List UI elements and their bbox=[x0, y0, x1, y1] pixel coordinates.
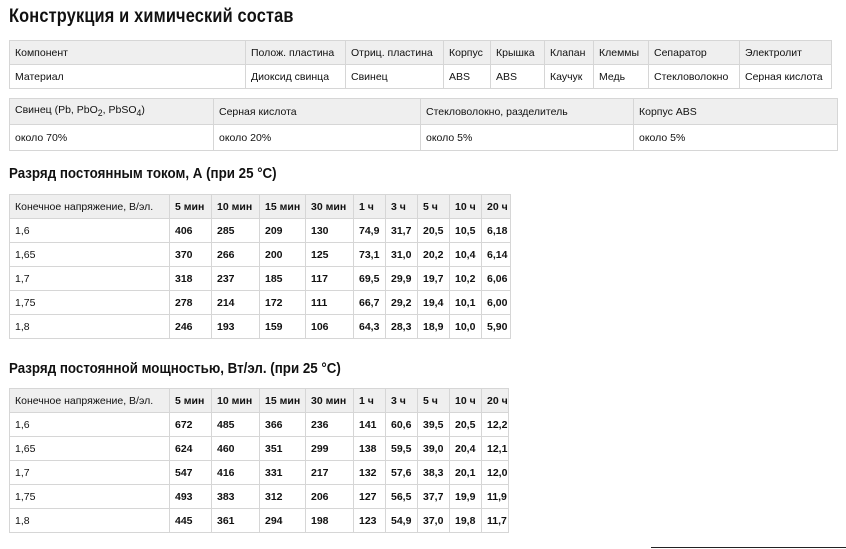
share-values-row bbox=[10, 125, 838, 151]
power-table-row bbox=[10, 509, 509, 533]
power-cell: 56,5 bbox=[386, 485, 418, 509]
current-header-cell: Конечное напряжение, В/эл. bbox=[10, 195, 170, 219]
power-cell: 141 bbox=[354, 413, 386, 437]
current-cell: 28,3 bbox=[386, 315, 418, 339]
power-header-cell: 20 ч bbox=[482, 389, 509, 413]
current-cell: 31,0 bbox=[386, 243, 418, 267]
current-header-cell: 5 ч bbox=[418, 195, 450, 219]
composition-header-cell: Клеммы bbox=[594, 41, 649, 65]
power-cell: 299 bbox=[306, 437, 354, 461]
power-cell: 38,3 bbox=[418, 461, 450, 485]
current-cell: 406 bbox=[170, 219, 212, 243]
share-value-cell: около 70% bbox=[10, 125, 214, 151]
power-cell: 11,9 bbox=[482, 485, 509, 509]
power-cell: 460 bbox=[212, 437, 260, 461]
current-cell: 214 bbox=[212, 291, 260, 315]
composition-cell: Медь bbox=[594, 65, 649, 89]
current-cell: 1,7 bbox=[10, 267, 170, 291]
current-cell: 6,14 bbox=[482, 243, 511, 267]
current-cell: 10,2 bbox=[450, 267, 482, 291]
current-cell: 6,18 bbox=[482, 219, 511, 243]
power-cell: 39,5 bbox=[418, 413, 450, 437]
composition-header-cell: Клапан bbox=[545, 41, 594, 65]
composition-cell: Серная кислота bbox=[740, 65, 832, 89]
power-cell: 1,75 bbox=[10, 485, 170, 509]
power-header-cell: 10 ч bbox=[450, 389, 482, 413]
power-cell: 37,7 bbox=[418, 485, 450, 509]
power-cell: 54,9 bbox=[386, 509, 418, 533]
power-cell: 331 bbox=[260, 461, 306, 485]
current-cell: 1,75 bbox=[10, 291, 170, 315]
composition-cell: Материал bbox=[10, 65, 246, 89]
current-discharge-table bbox=[9, 194, 511, 339]
page-title: Конструкция и химический состав bbox=[9, 6, 294, 27]
power-cell: 19,9 bbox=[450, 485, 482, 509]
current-cell: 73,1 bbox=[354, 243, 386, 267]
current-header-row bbox=[10, 195, 511, 219]
current-table-row bbox=[10, 291, 511, 315]
power-cell: 206 bbox=[306, 485, 354, 509]
power-header-cell: 30 мин bbox=[306, 389, 354, 413]
current-header-cell: 1 ч bbox=[354, 195, 386, 219]
share-lead-subscript: 4 bbox=[136, 108, 142, 119]
power-cell: 19,8 bbox=[450, 509, 482, 533]
current-cell: 246 bbox=[170, 315, 212, 339]
current-header-cell: 20 ч bbox=[482, 195, 511, 219]
share-header-cell: Стекловолокно, разделитель bbox=[421, 99, 634, 125]
power-cell: 12,1 bbox=[482, 437, 509, 461]
current-cell: 64,3 bbox=[354, 315, 386, 339]
power-cell: 11,7 bbox=[482, 509, 509, 533]
share-header-cell: Серная кислота bbox=[214, 99, 421, 125]
composition-header-cell: Сепаратор bbox=[649, 41, 740, 65]
power-header-cell: 5 ч bbox=[418, 389, 450, 413]
share-header-row bbox=[10, 99, 838, 125]
power-cell: 445 bbox=[170, 509, 212, 533]
current-cell: 370 bbox=[170, 243, 212, 267]
current-cell: 29,9 bbox=[386, 267, 418, 291]
power-cell: 366 bbox=[260, 413, 306, 437]
power-cell: 493 bbox=[170, 485, 212, 509]
current-cell: 125 bbox=[306, 243, 354, 267]
composition-header-cell: Крышка bbox=[491, 41, 545, 65]
composition-header-cell: Полож. пластина bbox=[246, 41, 346, 65]
current-cell: 266 bbox=[212, 243, 260, 267]
chemical-share-table bbox=[9, 98, 838, 151]
power-header-cell: 1 ч bbox=[354, 389, 386, 413]
current-cell: 18,9 bbox=[418, 315, 450, 339]
share-header-lead bbox=[10, 99, 214, 125]
power-cell: 20,5 bbox=[450, 413, 482, 437]
current-cell: 111 bbox=[306, 291, 354, 315]
current-header-cell: 10 ч bbox=[450, 195, 482, 219]
power-cell: 37,0 bbox=[418, 509, 450, 533]
current-table-row bbox=[10, 219, 511, 243]
current-cell: 10,4 bbox=[450, 243, 482, 267]
current-cell: 19,7 bbox=[418, 267, 450, 291]
current-header-cell: 15 мин bbox=[260, 195, 306, 219]
power-cell: 59,5 bbox=[386, 437, 418, 461]
current-cell: 20,5 bbox=[418, 219, 450, 243]
share-lead-mid: , PbSO bbox=[102, 104, 137, 117]
power-discharge-table bbox=[9, 388, 509, 533]
share-lead-end: ) bbox=[141, 104, 145, 117]
composition-header-cell: Корпус bbox=[444, 41, 491, 65]
current-cell: 20,2 bbox=[418, 243, 450, 267]
share-lead-label: Свинец (Pb, PbO bbox=[15, 104, 98, 117]
composition-cell: Стекловолокно bbox=[649, 65, 740, 89]
current-cell: 200 bbox=[260, 243, 306, 267]
power-cell: 138 bbox=[354, 437, 386, 461]
composition-cell: Каучук bbox=[545, 65, 594, 89]
power-cell: 672 bbox=[170, 413, 212, 437]
composition-cell: Диоксид свинца bbox=[246, 65, 346, 89]
current-cell: 31,7 bbox=[386, 219, 418, 243]
current-cell: 1,6 bbox=[10, 219, 170, 243]
power-cell: 383 bbox=[212, 485, 260, 509]
current-cell: 285 bbox=[212, 219, 260, 243]
power-cell: 123 bbox=[354, 509, 386, 533]
current-cell: 1,65 bbox=[10, 243, 170, 267]
current-cell: 6,06 bbox=[482, 267, 511, 291]
composition-header-cell: Компонент bbox=[10, 41, 246, 65]
power-cell: 1,65 bbox=[10, 437, 170, 461]
current-cell: 117 bbox=[306, 267, 354, 291]
current-cell: 10,0 bbox=[450, 315, 482, 339]
power-cell: 132 bbox=[354, 461, 386, 485]
power-cell: 12,0 bbox=[482, 461, 509, 485]
current-cell: 278 bbox=[170, 291, 212, 315]
power-cell: 624 bbox=[170, 437, 212, 461]
bottom-divider bbox=[651, 547, 846, 548]
current-cell: 66,7 bbox=[354, 291, 386, 315]
current-cell: 10,5 bbox=[450, 219, 482, 243]
composition-header-row bbox=[10, 41, 832, 65]
current-header-cell: 30 мин bbox=[306, 195, 354, 219]
power-cell: 20,4 bbox=[450, 437, 482, 461]
power-cell: 361 bbox=[212, 509, 260, 533]
current-cell: 6,00 bbox=[482, 291, 511, 315]
share-value-cell: около 5% bbox=[634, 125, 838, 151]
power-cell: 547 bbox=[170, 461, 212, 485]
composition-table bbox=[9, 40, 832, 89]
current-section-title: Разряд постоянным током, А (при 25 °C) bbox=[9, 166, 277, 182]
current-table-row bbox=[10, 315, 511, 339]
power-cell: 198 bbox=[306, 509, 354, 533]
power-table-row bbox=[10, 437, 509, 461]
current-cell: 29,2 bbox=[386, 291, 418, 315]
current-table-row bbox=[10, 243, 511, 267]
current-cell: 159 bbox=[260, 315, 306, 339]
current-cell: 19,4 bbox=[418, 291, 450, 315]
power-cell: 39,0 bbox=[418, 437, 450, 461]
current-header-cell: 10 мин bbox=[212, 195, 260, 219]
power-header-cell: 3 ч bbox=[386, 389, 418, 413]
share-header-cell: Корпус ABS bbox=[634, 99, 838, 125]
current-cell: 74,9 bbox=[354, 219, 386, 243]
power-cell: 416 bbox=[212, 461, 260, 485]
composition-cell: Свинец bbox=[346, 65, 444, 89]
power-table-row bbox=[10, 461, 509, 485]
composition-cell: ABS bbox=[491, 65, 545, 89]
current-header-cell: 3 ч bbox=[386, 195, 418, 219]
current-cell: 237 bbox=[212, 267, 260, 291]
power-cell: 236 bbox=[306, 413, 354, 437]
power-cell: 20,1 bbox=[450, 461, 482, 485]
current-cell: 185 bbox=[260, 267, 306, 291]
composition-cell: ABS bbox=[444, 65, 491, 89]
current-cell: 69,5 bbox=[354, 267, 386, 291]
current-cell: 106 bbox=[306, 315, 354, 339]
power-table-row bbox=[10, 413, 509, 437]
share-value-cell: около 20% bbox=[214, 125, 421, 151]
composition-header-cell: Электролит bbox=[740, 41, 832, 65]
current-header-cell: 5 мин bbox=[170, 195, 212, 219]
power-header-cell: 5 мин bbox=[170, 389, 212, 413]
composition-material-row bbox=[10, 65, 832, 89]
current-cell: 172 bbox=[260, 291, 306, 315]
share-value-cell: около 5% bbox=[421, 125, 634, 151]
current-cell: 1,8 bbox=[10, 315, 170, 339]
power-header-cell: 10 мин bbox=[212, 389, 260, 413]
composition-header-cell: Отриц. пластина bbox=[346, 41, 444, 65]
current-cell: 5,90 bbox=[482, 315, 511, 339]
power-table-row bbox=[10, 485, 509, 509]
power-cell: 312 bbox=[260, 485, 306, 509]
power-cell: 485 bbox=[212, 413, 260, 437]
power-cell: 1,6 bbox=[10, 413, 170, 437]
current-cell: 318 bbox=[170, 267, 212, 291]
power-cell: 12,2 bbox=[482, 413, 509, 437]
power-cell: 1,7 bbox=[10, 461, 170, 485]
share-lead-subscript: 2 bbox=[97, 108, 103, 119]
power-header-cell: 15 мин bbox=[260, 389, 306, 413]
power-header-row bbox=[10, 389, 509, 413]
power-cell: 127 bbox=[354, 485, 386, 509]
current-cell: 130 bbox=[306, 219, 354, 243]
current-cell: 10,1 bbox=[450, 291, 482, 315]
current-cell: 193 bbox=[212, 315, 260, 339]
power-cell: 60,6 bbox=[386, 413, 418, 437]
current-cell: 209 bbox=[260, 219, 306, 243]
power-cell: 294 bbox=[260, 509, 306, 533]
power-cell: 351 bbox=[260, 437, 306, 461]
power-cell: 217 bbox=[306, 461, 354, 485]
power-header-cell: Конечное напряжение, В/эл. bbox=[10, 389, 170, 413]
power-cell: 1,8 bbox=[10, 509, 170, 533]
current-table-row bbox=[10, 267, 511, 291]
power-cell: 57,6 bbox=[386, 461, 418, 485]
power-section-title: Разряд постоянной мощностью, Вт/эл. (при 25 °C) bbox=[9, 361, 341, 377]
